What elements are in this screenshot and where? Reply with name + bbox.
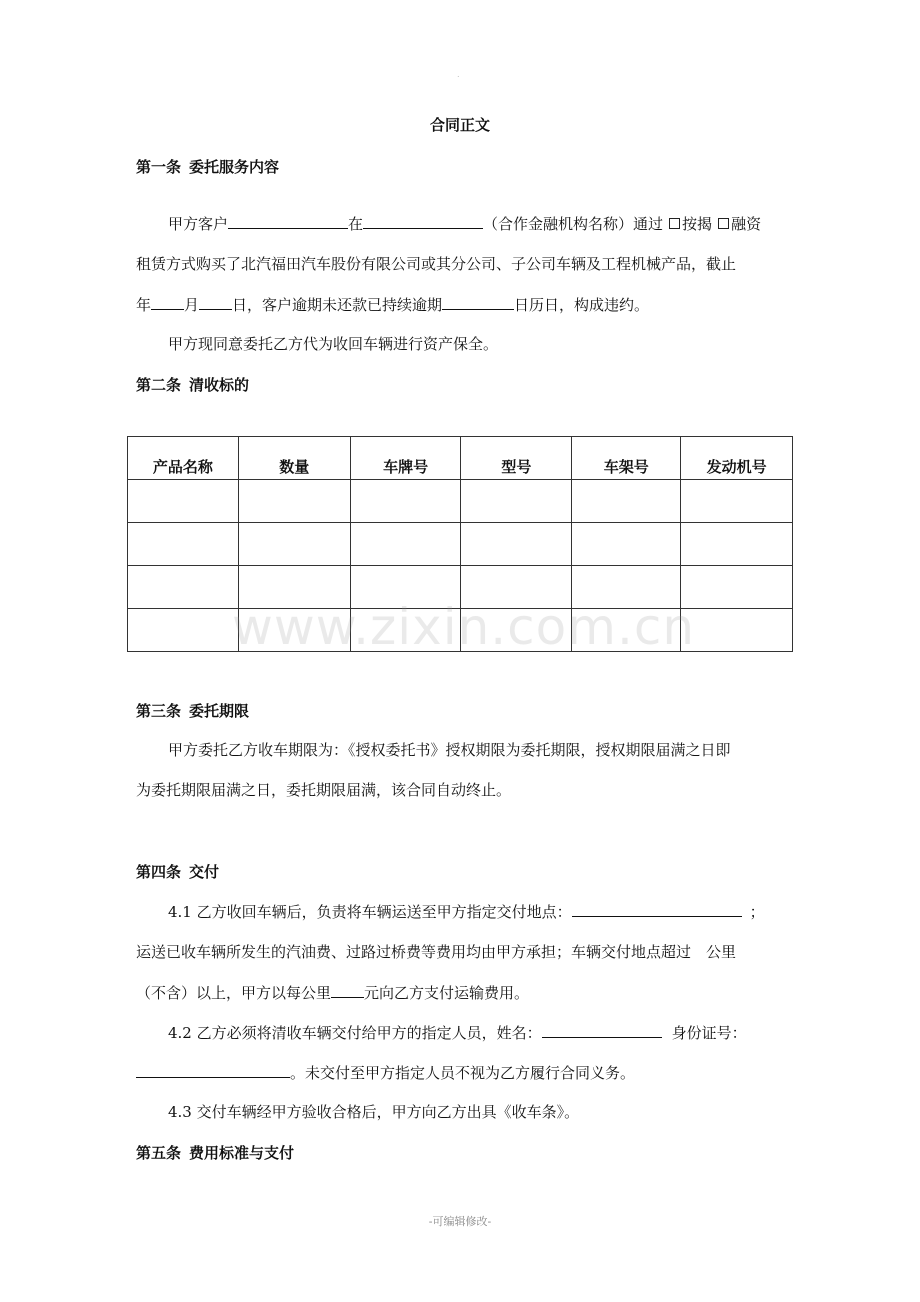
table-row — [128, 523, 793, 566]
text-institution-via: （合作金融机构名称）通过 — [483, 215, 664, 233]
table-cell[interactable] — [128, 480, 239, 523]
mortgage-checkbox[interactable] — [669, 218, 680, 229]
table-header-cell: 车架号 — [572, 437, 681, 480]
table-cell[interactable] — [128, 609, 239, 652]
text-overdue: 日，客户逾期未还款已持续逾期 — [232, 296, 443, 314]
table-cell[interactable] — [681, 523, 793, 566]
clause-4-3: 4.3 交付车辆经甲方验收合格后，甲方向乙方出具《收车条》。 — [168, 1103, 580, 1121]
table-cell[interactable] — [128, 523, 239, 566]
table-cell[interactable] — [238, 523, 350, 566]
section-1-title: 委托服务内容 — [189, 158, 280, 176]
text-designated-person: 4.2 乙方必须将清收车辆交付给甲方的指定人员，姓名： — [168, 1024, 542, 1042]
option-mortgage-label: 按揭 — [682, 215, 713, 233]
section-2-title: 清收标的 — [189, 376, 250, 394]
section-5-title: 费用标准与支付 — [189, 1144, 295, 1162]
table-cell[interactable] — [128, 566, 239, 609]
option-leasing-label: 融资 — [731, 215, 762, 233]
text-default: 日历日，构成违约。 — [514, 296, 650, 314]
section-5-heading — [136, 1142, 294, 1163]
month-blank[interactable] — [151, 293, 184, 310]
section-2-heading — [136, 374, 249, 395]
delivery-location-blank[interactable] — [572, 900, 742, 917]
section-1-paragraph-1-line-1 — [168, 212, 788, 234]
text-year: 年 — [136, 296, 152, 314]
table-cell[interactable] — [681, 609, 793, 652]
table-cell[interactable] — [350, 523, 461, 566]
text-not-delivered: 。未交付至甲方指定人员不视为乙方履行合同义务。 — [290, 1064, 636, 1082]
section-1-paragraph-1-line-3 — [136, 293, 788, 315]
leasing-checkbox[interactable] — [718, 218, 729, 229]
text-delivery-location: 4.1 乙方收回车辆后，负责将车辆运送至甲方指定交付地点： — [168, 903, 572, 921]
clause-4-2-line-2 — [136, 1061, 788, 1083]
section-4-heading — [136, 861, 219, 882]
section-1-paragraph-2: 甲方现同意委托乙方代为收回车辆进行资产保全。 — [168, 335, 499, 353]
section-1-paragraph-1-line-2: 租赁方式购买了北汽福田汽车股份有限公司或其分公司、子公司车辆及工程机械产品，截止 — [136, 255, 737, 273]
table-cell[interactable] — [572, 480, 681, 523]
table-cell[interactable] — [238, 480, 350, 523]
clause-4-1-line-2: 运送已收车辆所发生的汽油费、过路过桥费等费用均由甲方承担；车辆交付地点超过 公里 — [136, 943, 737, 961]
top-mark: . — [457, 70, 460, 79]
overdue-days-blank[interactable] — [442, 293, 514, 310]
table-cell[interactable] — [681, 566, 793, 609]
section-3-line-1: 甲方委托乙方收车期限为：《授权委托书》授权期限为委托期限，授权期限届满之日即 — [168, 741, 731, 759]
text-per-km: （不含）以上，甲方以每公里 — [136, 984, 332, 1002]
per-km-fee-blank[interactable] — [331, 981, 364, 998]
watermark-text: www.zixin.com.cn — [232, 598, 696, 656]
section-5-number: 第五条 — [136, 1144, 182, 1162]
section-2-number: 第二条 — [136, 376, 182, 394]
table-header-cell: 数量 — [238, 437, 350, 480]
text-at: 在 — [348, 215, 364, 233]
clause-4-1-line-1 — [168, 900, 788, 922]
section-1-number: 第一条 — [136, 158, 182, 176]
table-cell[interactable] — [350, 480, 461, 523]
table-header-cell: 发动机号 — [681, 437, 793, 480]
document-title: 合同正文 — [429, 116, 490, 134]
id-number-blank[interactable] — [136, 1061, 290, 1078]
clause-4-1-line-3 — [136, 981, 788, 1003]
section-3-number: 第三条 — [136, 702, 182, 720]
text-transport-fee: 元向乙方支付运输费用。 — [364, 984, 530, 1002]
table-row — [128, 480, 793, 523]
table-header-cell: 车牌号 — [350, 437, 461, 480]
text-month: 月 — [184, 296, 200, 314]
table-header-row — [128, 437, 793, 480]
section-3-line-2: 为委托期限届满之日，委托期限届满，该合同自动终止。 — [136, 781, 512, 799]
client-name-blank[interactable] — [228, 212, 348, 229]
text-id-number: 身份证号： — [671, 1024, 747, 1042]
section-3-heading — [136, 700, 249, 721]
table-header-cell: 型号 — [461, 437, 572, 480]
day-blank[interactable] — [199, 293, 232, 310]
section-4-title: 交付 — [189, 863, 220, 881]
table-cell[interactable] — [572, 523, 681, 566]
clause-4-2-line-1 — [168, 1021, 788, 1043]
table-cell[interactable] — [461, 523, 572, 566]
institution-name-blank[interactable] — [363, 212, 483, 229]
table-header-cell: 产品名称 — [128, 437, 239, 480]
table-cell[interactable] — [461, 480, 572, 523]
text-semicolon: ； — [749, 903, 765, 921]
page-footer: -可编辑修改- — [428, 1215, 492, 1228]
section-1-heading — [136, 156, 279, 177]
section-4-number: 第四条 — [136, 863, 182, 881]
text-client: 甲方客户 — [168, 215, 229, 233]
table-cell[interactable] — [681, 480, 793, 523]
person-name-blank[interactable] — [542, 1021, 662, 1038]
section-3-title: 委托期限 — [189, 702, 250, 720]
